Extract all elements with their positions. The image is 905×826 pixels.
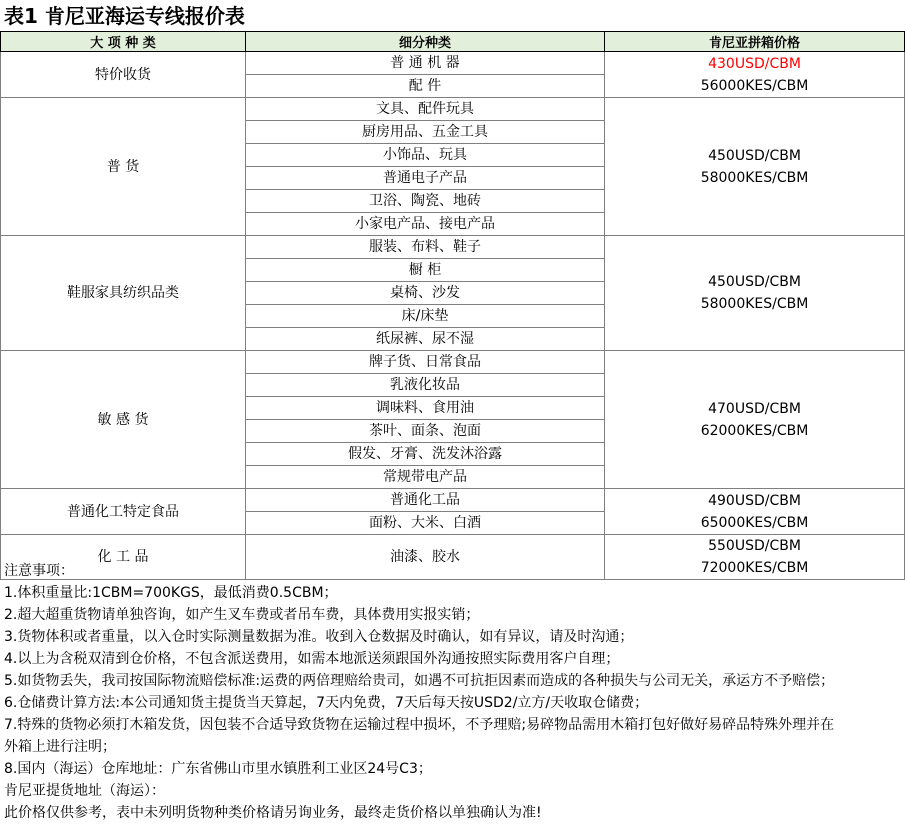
sub-category-cell: 厨房用品、五金工具	[246, 121, 605, 144]
header-sub-category: 细分种类	[246, 32, 605, 52]
table-row	[1, 236, 905, 259]
price-usd: 470USD/CBM	[708, 400, 801, 417]
note-line: 1.体积重量比:1CBM=700KGS，最低消费0.5CBM；	[4, 585, 338, 601]
price-usd: 450USD/CBM	[708, 147, 801, 164]
sub-category-cell: 假发、牙膏、洗发沐浴露	[246, 443, 605, 466]
price-kes: 58000KES/CBM	[700, 296, 809, 312]
sub-category-cell: 桌椅、沙发	[246, 282, 605, 305]
sub-category-cell: 小饰品、玩具	[246, 144, 605, 167]
price-cell	[605, 351, 905, 489]
header-price: 肯尼亚拼箱价格	[605, 32, 905, 52]
price-kes: 58000KES/CBM	[700, 169, 809, 186]
note-line: 7.特殊的货物必须打木箱发货，因包装不合适导致货物在运输过程中损坏，不予理赔;易碎物品需用木箱打包好做好易碎品特殊外理并在	[4, 717, 835, 733]
price-kes: 62000KES/CBM	[700, 422, 809, 439]
note-line: 6.仓储费计算方法:本公司通知货主提货当天算起，7天内免费，7天后每天按USD2/立方/天收取仓储费；	[4, 695, 649, 711]
sub-category-cell: 牌子货、日常食品	[246, 351, 605, 374]
price-cell	[605, 52, 905, 98]
table-header-row	[1, 32, 905, 52]
note-line: 此价格仅供参考，表中未列明货物种类价格请另询业务，最终走货价格以单独确认为准!	[4, 805, 542, 821]
sub-category-cell: 普 通 机 器	[246, 52, 605, 75]
note-line: 肯尼亚提货地址（海运）：	[4, 783, 165, 799]
price-kes: 72000KES/CBM	[700, 560, 809, 576]
page-title: 表1 肯尼亚海运专线报价表	[4, 4, 245, 28]
price-cell	[605, 236, 905, 351]
sub-category-cell: 文具、配件玩具	[246, 98, 605, 121]
sub-category-cell: 乳液化妆品	[246, 374, 605, 397]
note-line: 4.以上为含税双清到仓价格，不包含派送费用，如需本地派送须跟国外沟通按照实际费用客户自理；	[4, 651, 620, 667]
sub-category-cell: 纸尿裤、尿不湿	[246, 328, 605, 351]
sub-category-cell: 茶叶、面条、泡面	[246, 420, 605, 443]
sub-category-cell: 普通化工品	[246, 489, 605, 512]
sub-category-cell: 小家电产品、接电产品	[246, 213, 605, 236]
sub-category-cell: 卫浴、陶瓷、地砖	[246, 190, 605, 213]
notes-section	[4, 560, 834, 824]
header-major-category: 大 项 种 类	[1, 32, 246, 52]
sub-category-cell: 配 件	[246, 75, 605, 98]
sub-category-cell: 调味料、食用油	[246, 397, 605, 420]
major-category-cell: 敏 感 货	[1, 351, 246, 489]
sub-category-cell: 油漆、胶水	[246, 535, 605, 580]
price-cell	[605, 489, 905, 535]
table-row	[1, 489, 905, 512]
table-body	[1, 52, 905, 580]
sub-category-cell: 面粉、大米、白酒	[246, 512, 605, 535]
major-category-cell: 鞋服家具纺织品类	[1, 236, 246, 351]
major-category-cell: 普 货	[1, 98, 246, 236]
table-row	[1, 351, 905, 374]
price-kes: 56000KES/CBM	[700, 77, 809, 94]
price-kes: 65000KES/CBM	[700, 514, 809, 531]
price-usd: 550USD/CBM	[708, 538, 801, 554]
note-line: 3.货物体积或者重量，以入仓时实际测量数据为准。收到入仓数据及时确认，如有异议，请及时沟通；	[4, 629, 634, 645]
note-line: 5.如货物丢失，我司按国际物流赔偿标准:运费的两倍理赔给贵司，如遇不可抗拒因素而造成的各种损失与公司无关，承运方不予赔偿；	[4, 673, 835, 689]
price-table	[0, 31, 905, 580]
note-line: 2.超大超重货物请单独咨询，如产生叉车费或者吊车费，具体费用实报实销；	[4, 607, 480, 623]
notes-heading: 注意事项：	[4, 563, 74, 579]
note-line: 外箱上进行注明；	[4, 739, 116, 755]
price-usd: 450USD/CBM	[708, 274, 801, 290]
sub-category-cell: 床/床垫	[246, 305, 605, 328]
sub-category-cell: 服装、布料、鞋子	[246, 236, 605, 259]
sub-category-cell: 常规带电产品	[246, 466, 605, 489]
sub-category-cell: 普通电子产品	[246, 167, 605, 190]
table-row	[1, 52, 905, 75]
note-line: 8.国内（海运）仓库地址：广东省佛山市里水镇胜利工业区24号C3；	[4, 761, 432, 777]
table-row	[1, 98, 905, 121]
price-usd: 430USD/CBM	[708, 55, 801, 72]
major-category-cell: 化 工 品	[1, 535, 246, 580]
price-usd: 490USD/CBM	[708, 492, 801, 509]
major-category-cell: 普通化工特定食品	[1, 489, 246, 535]
major-category-cell: 特价收货	[1, 52, 246, 98]
sub-category-cell: 橱 柜	[246, 259, 605, 282]
price-cell	[605, 98, 905, 236]
